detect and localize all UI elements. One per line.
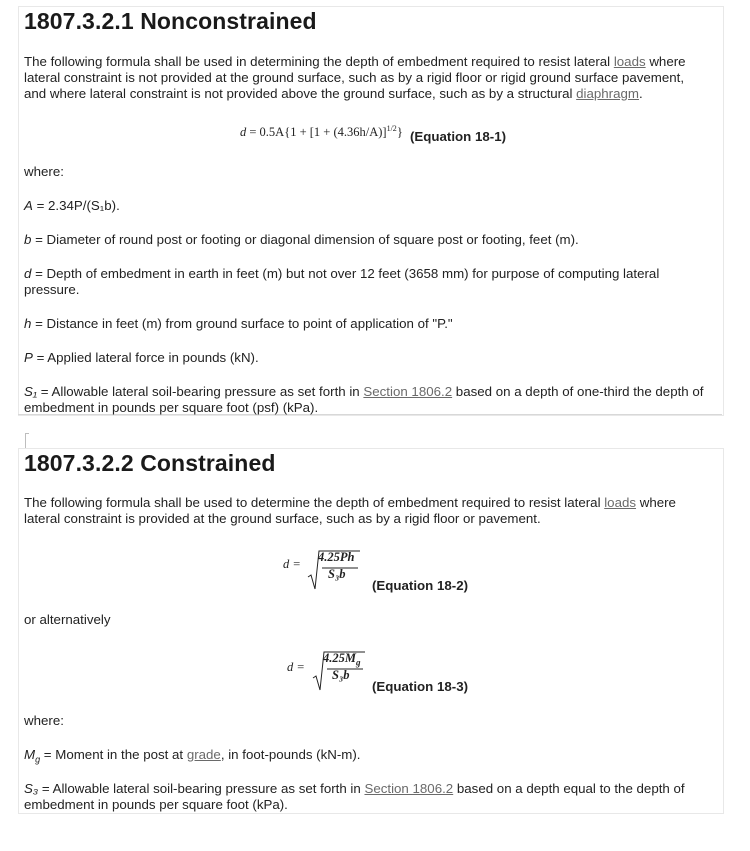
def-text: = Applied lateral force in pounds (kN). bbox=[32, 350, 259, 365]
eq3-lhs: d = bbox=[287, 660, 305, 674]
eq2-denominator: S₃b bbox=[328, 567, 346, 581]
intro-text: lateral constraint is provided at the ground surface, such as by a rigid floor or pavement. bbox=[24, 511, 541, 526]
def-text: = Moment in the post at bbox=[40, 747, 187, 762]
intro-text: and where lateral constraint is not provided above the ground surface, such as by a structural bbox=[24, 86, 577, 101]
def-b bbox=[24, 232, 724, 248]
text-caret bbox=[25, 433, 29, 449]
var-b: b bbox=[24, 232, 32, 247]
intro-text: The following formula shall be used to determine the depth of embedment required to resist lateral bbox=[24, 495, 605, 510]
def-text: , in foot-pounds (kN-m). bbox=[220, 747, 361, 762]
heading-constrained: 1807.3.2.2 Constrained bbox=[24, 450, 276, 476]
def-text: = Diameter of round post or footing or diagonal dimension of square post or footing, feet (m). bbox=[31, 232, 579, 247]
eq2-numerator: 4.25Ph bbox=[318, 550, 355, 564]
section-1806-2-link[interactable]: Section 1806.2 bbox=[363, 384, 453, 399]
def-text: embedment in pounds per square foot (kPa). bbox=[24, 797, 288, 812]
formula-body: = 0.5A{1 + [1 + (4.36h/A)] bbox=[246, 125, 387, 140]
eq3-denominator: S₃b bbox=[332, 668, 350, 682]
loads-link[interactable]: loads bbox=[613, 54, 646, 69]
heading-nonconstrained: 1807.3.2.1 Nonconstrained bbox=[24, 8, 317, 34]
def-text: = 2.34P/(S₁b). bbox=[32, 198, 120, 213]
def-S3 bbox=[24, 781, 724, 813]
formula-var: d bbox=[240, 125, 247, 140]
def-text: pressure. bbox=[24, 282, 80, 297]
grade-link[interactable]: grade bbox=[186, 747, 221, 762]
equation-18-2-label: (Equation 18-2) bbox=[372, 578, 469, 593]
def-A bbox=[24, 198, 724, 214]
def-text: = Distance in feet (m) from ground surface to point of application of "P." bbox=[31, 316, 453, 331]
equation-18-3-label: (Equation 18-3) bbox=[372, 679, 469, 694]
var-d: d bbox=[24, 266, 32, 281]
intro-text: . bbox=[638, 86, 643, 101]
intro-text: where bbox=[636, 495, 676, 510]
intro-text: lateral constraint is not provided at the ground surface, such as by a rigid floor or rigid ground surface pavement, bbox=[24, 70, 685, 85]
def-text: = Depth of embedment in earth in feet (m) but not over 12 feet (3658 mm) for purpose of computing lateral bbox=[31, 266, 660, 281]
var-M: M bbox=[24, 747, 36, 762]
intro-text: The following formula shall be used in determining the depth of embedment required to resist lateral bbox=[24, 54, 614, 69]
def-d bbox=[24, 266, 724, 298]
def-text: based on a depth of one-third the depth of bbox=[452, 384, 704, 399]
eq3-num-sub: g bbox=[356, 657, 361, 668]
def-Mg bbox=[24, 747, 724, 768]
equation-18-1 bbox=[240, 124, 403, 140]
equation-18-1-label: (Equation 18-1) bbox=[410, 129, 507, 144]
var-P: P bbox=[24, 350, 33, 365]
def-text: = Allowable lateral soil-bearing pressure as set forth in bbox=[38, 781, 365, 796]
diaphragm-link[interactable]: diaphragm bbox=[576, 86, 639, 101]
def-h bbox=[24, 316, 724, 332]
loads-link[interactable]: loads bbox=[604, 495, 637, 510]
formula-exponent: 1/2 bbox=[386, 124, 397, 133]
eq3-num-text: 4.25M bbox=[323, 651, 356, 665]
var-g-sub: g bbox=[35, 754, 41, 765]
where-label-2: where: bbox=[24, 713, 64, 728]
alternatively-text: or alternatively bbox=[24, 612, 111, 627]
section-1806-2-link[interactable]: Section 1806.2 bbox=[364, 781, 454, 796]
def-P bbox=[24, 350, 724, 366]
def-text: based on a depth equal to the depth of bbox=[453, 781, 685, 796]
var-S1: S₁ bbox=[24, 384, 38, 399]
intro-paragraph-1 bbox=[24, 54, 724, 102]
def-text: = Allowable lateral soil-bearing pressure as set forth in bbox=[37, 384, 364, 399]
eq3-numerator bbox=[323, 651, 361, 668]
intro-text: where bbox=[645, 54, 686, 69]
def-text: embedment in pounds per square foot (psf) (kPa). bbox=[24, 400, 319, 415]
intro-paragraph-2 bbox=[24, 495, 724, 527]
var-S3: S₃ bbox=[24, 781, 39, 796]
eq2-lhs: d = bbox=[283, 557, 301, 571]
var-A: A bbox=[24, 198, 33, 213]
def-S1 bbox=[24, 384, 724, 416]
where-label: where: bbox=[24, 164, 64, 179]
formula-end: } bbox=[396, 125, 403, 140]
var-h: h bbox=[24, 316, 32, 331]
